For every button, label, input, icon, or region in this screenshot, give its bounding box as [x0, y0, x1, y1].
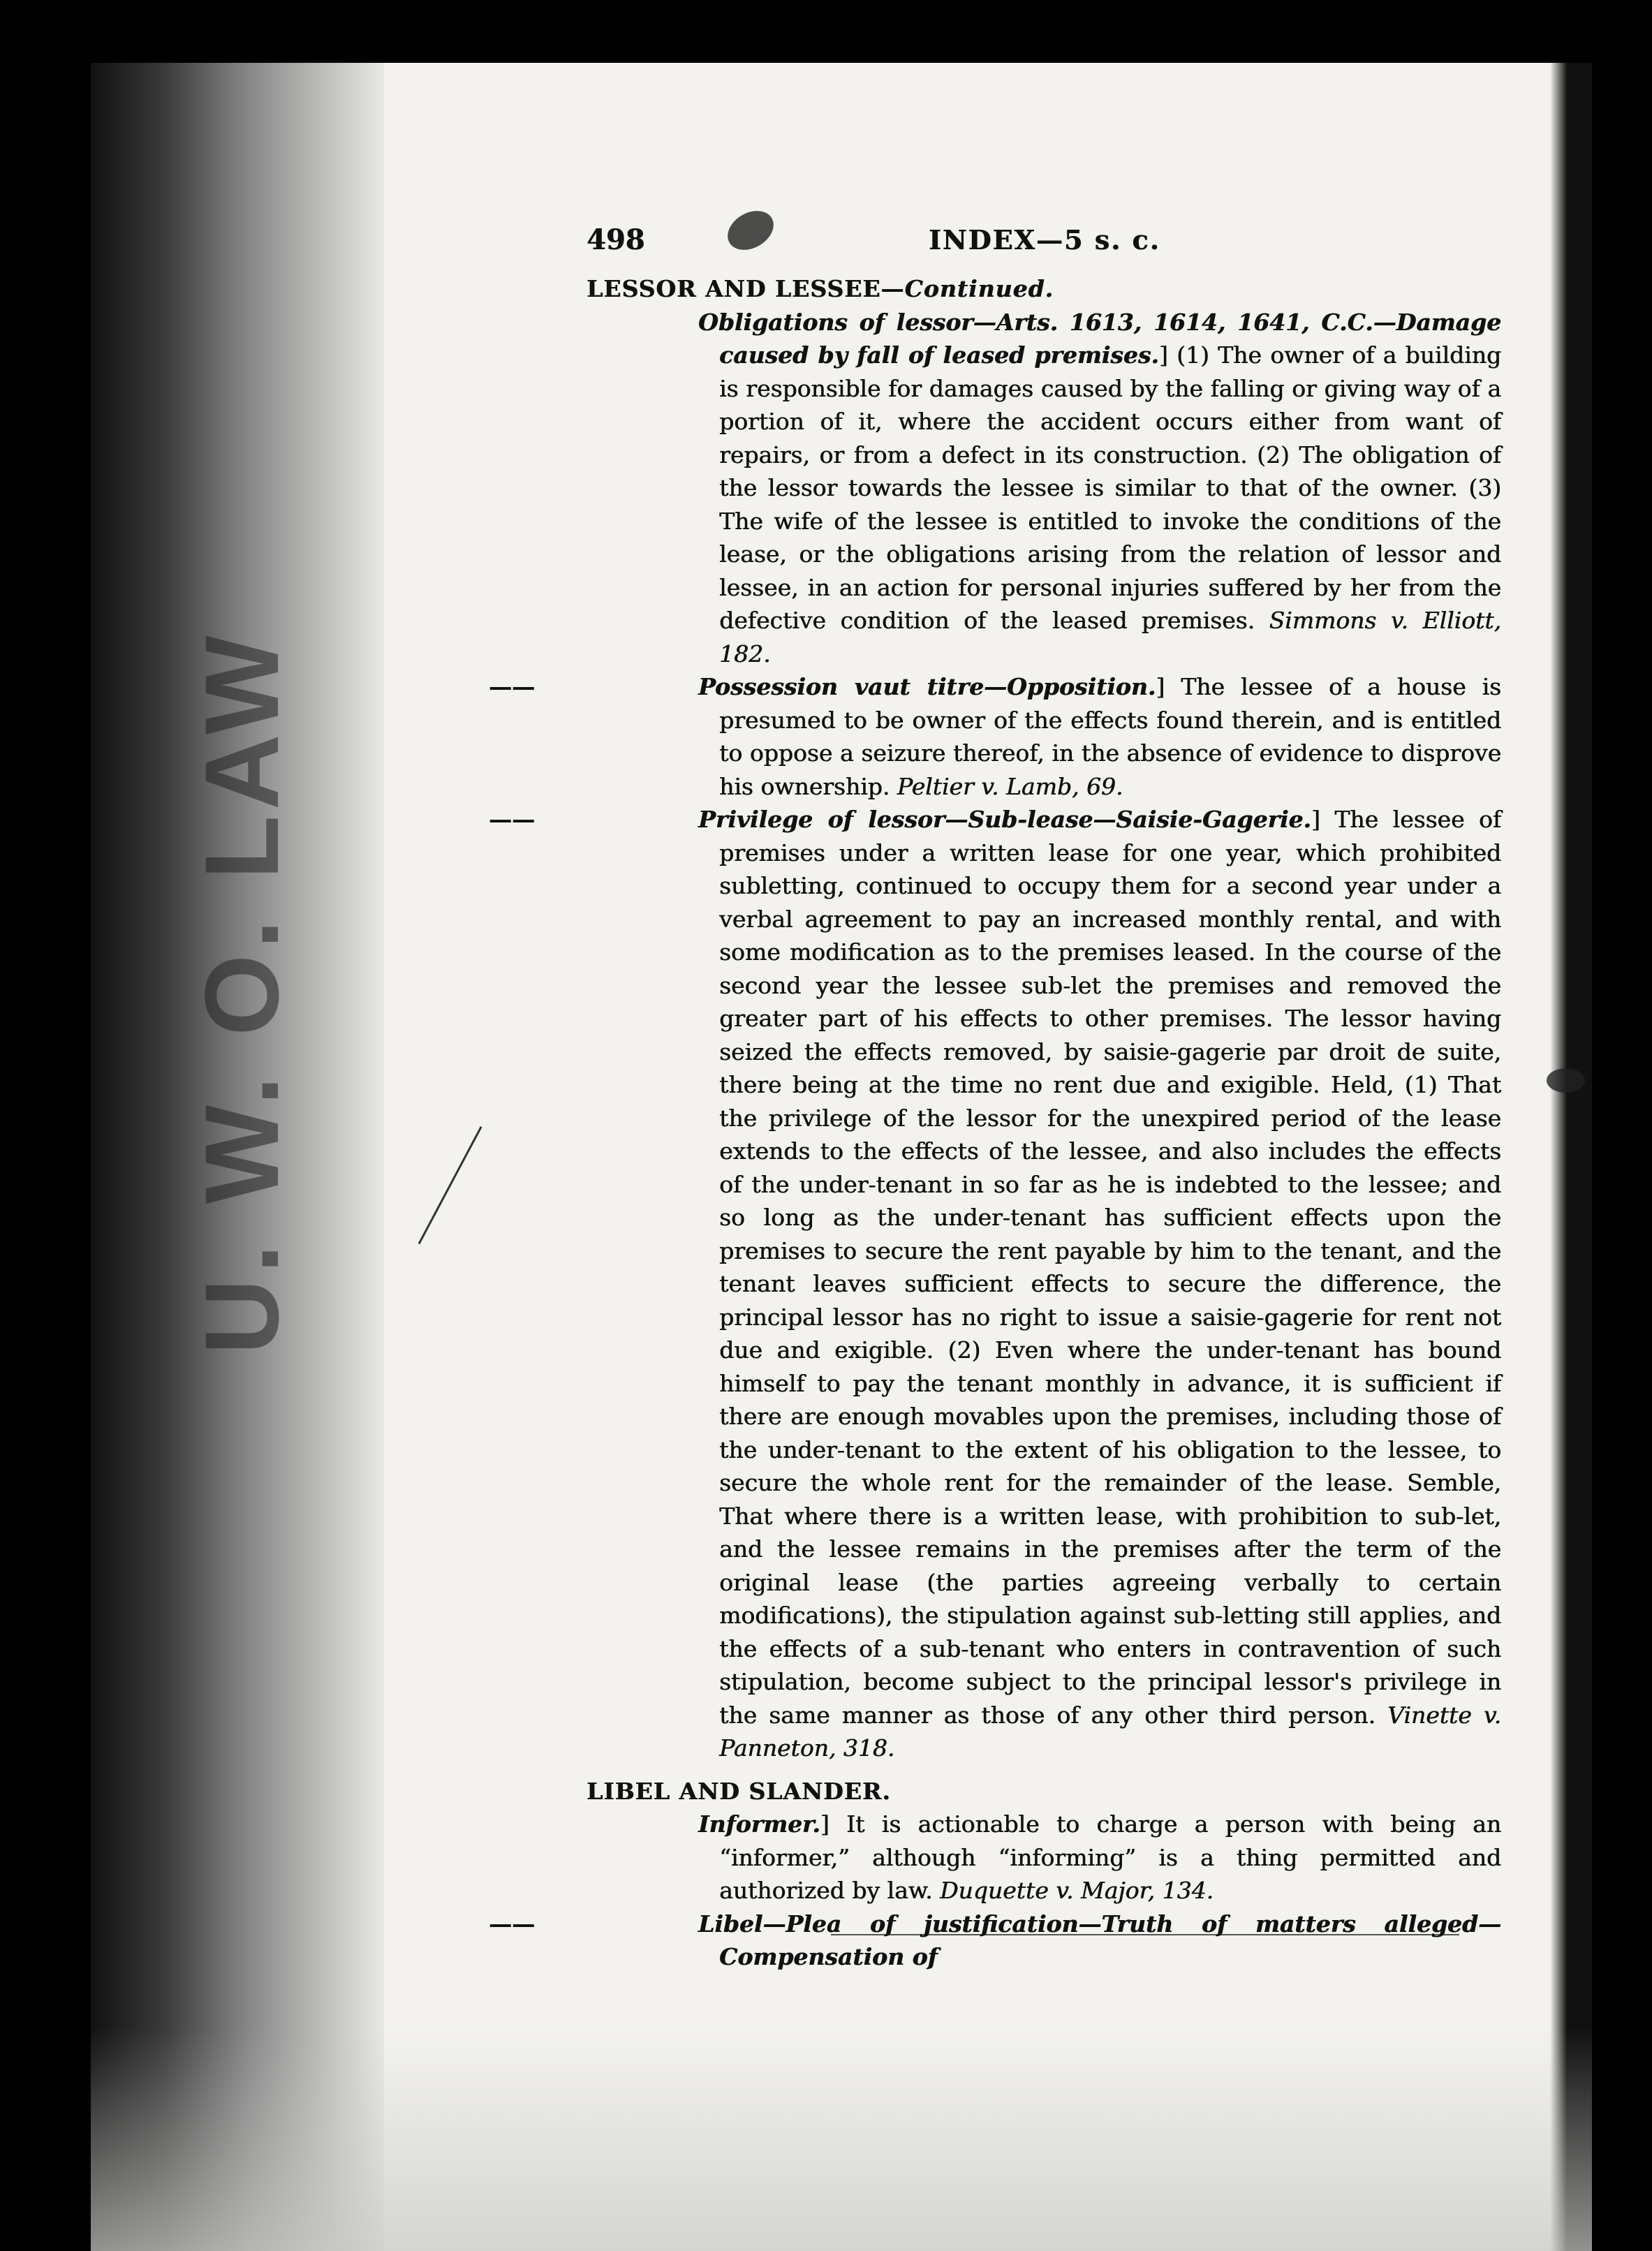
entry-body: ] The lessee of premises under a written lease for one year, which prohibited subletting, continued to occupy them for a second year under a verbal agreement to pay an increased monthly rental, and with some modification as to the premises leased. In the course of the second year the lessee sub-let the premises and removed the greater part of his effects to other premises. The lessor having seized the effects removed, by saisie-gagerie par droit de suite, there being at the time no rent due and exigible. Held, (1) That the privilege of the lessor for the unexpired period of the lease extends to the effects of the lessee, and also includes the effects of the under-tenant in so far as he is indebted to the lessee; and so long as the under-tenant has sufficient effects upon the premises to secure the rent payable by him to the tenant, and the tenant leaves sufficient effects to secure the difference, the principal lessor has no right to issue a saisie-gagerie for rent not due and exigible. (2) Even where the under-tenant has bound himself to pay the tenant monthly in advance, it is sufficient if there are enough movables upon the premises, including those of the under-tenant to the extent of his obligation to the lessee, to secure the whole rent for the remainder of the lease. Semble, That where there is a written lease, with prohibition to sub-let, and the lessee remains in the premises after the term of the original lease (the parties agreeing verbally to certain modifications), the stipulation against sub-letting still applies, and the effects of a sub-tenant who enters in contravention of such stipulation, become subject to the principal lessor's privilege in the same manner as those of any other third person.	[719, 806, 1501, 1729]
entry-title: Informer.	[698, 1810, 820, 1838]
index-entry	[489, 1907, 1501, 1974]
ink-blot	[1547, 1068, 1585, 1093]
section-heading	[587, 1775, 1501, 1808]
book-spine-shadow	[91, 63, 384, 2251]
entry-title: Libel—Plea of justification—Truth of matters alleged—Compensation of	[698, 1910, 1501, 1970]
entry-body: ] The lessee of a house is presumed to be owner of the effects found therein, and is entitled to oppose a seizure thereof, in the absence of evidence to disprove his ownership.	[719, 673, 1501, 800]
entry-body: ] (1) The owner of a building is responsible for damages caused by the falling or giving way of a portion of it, where the accident occurs either from want of repairs, or from a defect in its construction. (2) The obligation of the lessor towards the lessee is similar to that of the owner. (3) The wife of the lessee is entitled to invoke the conditions of the lease, or the obligations arising from the relation of lessor and lessee, in an action for personal injuries suffered by her from the defective condition of the leased premises.	[719, 341, 1501, 634]
running-head: INDEX—5 s. c.	[929, 224, 1160, 256]
case-citation: Vinette v. Panneton, 318.	[719, 1701, 1501, 1762]
entry-title: Possession vaut titre—Opposition.	[698, 673, 1156, 700]
page-edge-shadow	[1550, 63, 1592, 2251]
heading-continued: Continued.	[904, 275, 1054, 302]
heading-text: LESSOR AND LESSEE—	[587, 275, 905, 302]
section-heading	[587, 272, 1501, 306]
index-entry	[489, 670, 1501, 803]
index-entry	[698, 1808, 1501, 1907]
entry-dash: ——	[489, 1910, 535, 1938]
entry-dash: ——	[489, 806, 535, 833]
case-citation: Simmons v. Elliott, 182.	[719, 607, 1501, 667]
library-stamp: U. W. O. LAW	[183, 630, 300, 1355]
entry-title: Privilege of lessor—Sub-lease—Saisie-Gagerie.	[698, 806, 1311, 833]
page-header	[496, 223, 1501, 263]
entry-title: Obligations of lessor—Arts. 1613, 1614, 1641, C.C.—Damage caused by fall of leased premises.	[698, 308, 1501, 369]
case-citation: Peltier v. Lamb, 69.	[897, 772, 1123, 800]
bottom-shading	[91, 2028, 1592, 2251]
page-crease	[418, 1126, 482, 1244]
index-entry	[698, 306, 1501, 671]
entry-dash: ——	[489, 673, 535, 700]
heading-text: LIBEL AND SLANDER.	[587, 1777, 891, 1805]
case-citation: Duquette v. Major, 134.	[939, 1877, 1214, 1904]
entry-body: ] It is actionable to charge a person with being an “informer,” although “informing” is a thing permitted and authorized by law.	[719, 1810, 1501, 1904]
page-number: 498	[587, 223, 645, 256]
index-text	[489, 223, 1501, 1974]
index-entry	[489, 803, 1501, 1765]
